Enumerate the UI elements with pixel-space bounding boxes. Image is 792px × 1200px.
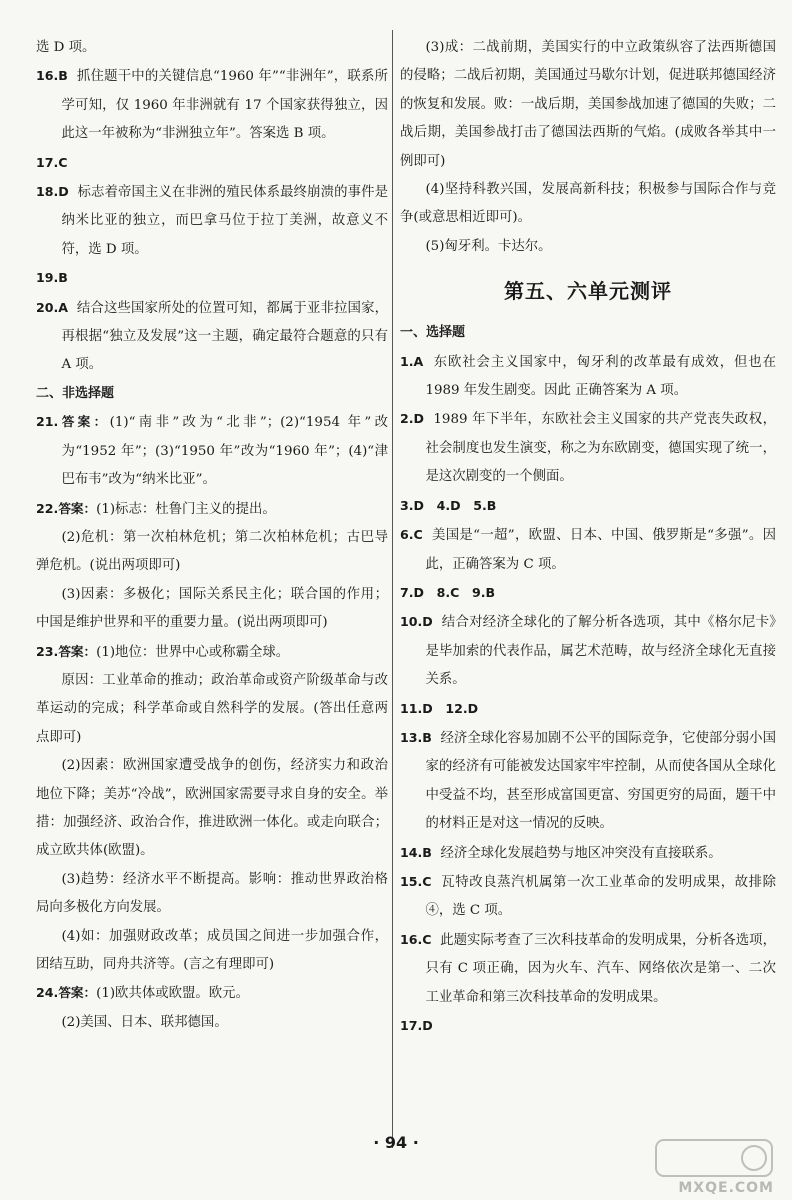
- question-number: 3.D 4.D 5.B: [400, 497, 497, 513]
- answer-item: [36, 62, 388, 148]
- answer-subpart: (4)坚持科教兴国，发展高新科技；积极参与国际合作与竞争(或意思相近即可)。: [400, 182, 776, 226]
- answer-item: [400, 579, 776, 608]
- answer-item: [36, 294, 388, 380]
- answer-item: [36, 149, 388, 178]
- question-number: 1.A: [400, 353, 424, 369]
- section-heading: 一、选择题: [400, 325, 466, 341]
- question-number: 19.B: [36, 270, 68, 286]
- right-top-continuation: [400, 34, 776, 261]
- question-number: 11.D 12.D: [400, 700, 479, 716]
- answer-text: 此题实际考查了三次科技革命的发明成果，分析各选项，只有 C 项正确，因为火车、汽车、网络依次是第一、二次工业革命和第三次科技革命的发明成果。: [425, 932, 777, 1005]
- answer-item: [36, 638, 388, 667]
- answer-text: (1)标志：杜鲁门主义的提出。: [96, 501, 276, 517]
- answer-item: [400, 839, 776, 868]
- answer-text: 结合这些国家所处的位置可知，都属于亚非拉国家，再根据“独立及发展”这一主题，确定最符合题意的只有 A 项。: [61, 300, 389, 373]
- question-number: 15.C: [400, 873, 432, 889]
- watermark-logo: [654, 1138, 774, 1196]
- answer-label: 答案：: [58, 414, 110, 430]
- answer-text: 经济全球化发展趋势与地区冲突没有直接联系。: [440, 845, 722, 861]
- answer-label: 答案：: [58, 500, 97, 516]
- answer-item: [36, 264, 388, 293]
- answer-item: [400, 724, 776, 839]
- answer-item: [400, 695, 776, 724]
- answer-subpart: (4)如：加强财政改革；成员国之间进一步加强合作，团结互助，同舟共济等。(言之有理即可): [36, 928, 388, 972]
- answer-subpart: (3)成：二战前期，美国实行的中立政策纵容了法西斯德国的侵略；二战后初期，美国通过马歇尔计划，促进联邦德国经济的恢复和发展。败：一战后期，美国参战加速了德国的失败；二战后期，美国参战打击了德国法西斯的气焰。(成败各举其中一例即可): [400, 40, 776, 169]
- answer-subpart: (3)趋势：经济水平不断提高。影响：推动世界政治格局向多极化方向发展。: [36, 871, 388, 916]
- answer-subpart: (3)因素：多极化；国际关系民主化；联合国的作用；中国是维护世界和平的重要力量。(说出两项即可): [36, 586, 388, 631]
- question-number: 16.C: [400, 931, 432, 947]
- question-number: 17.D: [400, 1018, 433, 1033]
- answer-text: (1)欧共体或欧盟。欧元。: [96, 986, 249, 1002]
- question-number: 23.: [36, 643, 59, 659]
- answer-text: 标志着帝国主义在非洲的殖民体系最终崩溃的事件是纳米比亚的独立，而巴拿马位于拉丁美洲，故意义不符，选 D 项。: [61, 185, 389, 257]
- question-number: 10.D: [400, 614, 433, 630]
- unit-test-title: 第五、六单元测评: [504, 279, 672, 304]
- answer-item: [36, 178, 388, 264]
- question-number: 22.: [36, 500, 59, 516]
- answer-subpart: 原因：工业革命的推动；政治革命或资产阶级革命与改革运动的完成；科学革命或自然科学的发展。(答出任意两点即可): [36, 672, 388, 745]
- answer-item: [400, 405, 776, 491]
- answer-subpart: (2)危机：第一次柏林危机；第二次柏林危机；古巴导弹危机。(说出两项即可): [36, 529, 388, 574]
- continued-text: 选 D 项。: [36, 40, 96, 55]
- answer-text: 美国是“一超”，欧盟、日本、中国、俄罗斯是“多强”。因此，正确答案为 C 项。: [425, 528, 776, 572]
- answer-label: 答案：: [58, 985, 97, 1001]
- question-number: 20.A: [36, 299, 69, 315]
- page-number: · 94 ·: [373, 1133, 419, 1152]
- right-answer-list: [400, 319, 776, 1041]
- question-number: 6.C: [400, 527, 423, 543]
- answer-label: 答案：: [58, 643, 97, 659]
- left-column: [36, 34, 388, 1037]
- answer-text: 抓住题干中的关键信息“1960 年”“非洲年”，联系所学可知，仅 1960 年非洲就有 17 个国家获得独立，因此这一年被称为“非洲独立年”。答案选 B 项。: [61, 69, 388, 142]
- answer-subpart: (2)因素：欧洲国家遭受战争的创伤，经济实力和政治地位下降；美苏“冷战”，欧洲国家需要寻求自身的安全。举措：加强经济、政治合作，推进欧洲一体化。或走向联合；成立欧共体(欧盟)。: [36, 758, 388, 859]
- answer-item: [400, 926, 776, 1012]
- watermark-stamp-icon: [654, 1138, 774, 1178]
- answer-item: [400, 608, 776, 694]
- answer-text: 东欧社会主义国家中，匈牙利的改革最有成效，但也在 1989 年发生剧变。因此 正确答案为 A 项。: [425, 354, 777, 399]
- answer-text: 结合对经济全球化的了解分析各选项，其中《格尔尼卡》是毕加索的代表作品，属艺术范畴，故与经济全球化无直接关系。: [425, 615, 776, 688]
- answer-subpart: (5)匈牙利。卡达尔。: [425, 238, 552, 254]
- right-column: [400, 34, 776, 1041]
- question-number: 21.: [36, 414, 59, 430]
- answer-text: 1989 年下半年，东欧社会主义国家的共产党丧失政权，社会制度也发生演变，称之为东欧剧变，德国实现了统一，是这次剧变的一个侧面。: [425, 412, 776, 485]
- question-number: 14.B: [400, 844, 432, 860]
- answer-text: (1)地位：世界中心或称霸全球。: [96, 644, 290, 660]
- answer-item: [36, 979, 388, 1008]
- answer-item: [400, 492, 776, 521]
- question-number: 18.D: [36, 184, 69, 200]
- question-number: 7.D 8.C 9.B: [400, 584, 496, 600]
- answer-item: [36, 408, 388, 494]
- answer-item: [400, 521, 776, 579]
- column-divider: [392, 30, 393, 1148]
- answer-text: 经济全球化容易加剧不公平的国际竞争，它使部分弱小国家的经济有可能被发达国家牢牢控制，从而使各国从全球化中受益不均，甚至形成富国更富、穷国更穷的局面，题干中的材料正是对这一情况的反映。: [425, 730, 776, 832]
- question-number: 16.B: [36, 68, 68, 84]
- question-number: 17.C: [36, 154, 68, 170]
- question-number: 24.: [36, 985, 59, 1001]
- answer-item: [400, 348, 776, 406]
- watermark-text: MXQE.COM: [678, 1180, 774, 1196]
- answer-text: 瓦特改良蒸汽机属第一次工业革命的发明成果，故排除④，选 C 项。: [425, 874, 777, 919]
- section-heading: 二、非选择题: [36, 385, 115, 401]
- answer-subpart: (2)美国、日本、联邦德国。: [61, 1014, 228, 1030]
- answer-text: (1)“南非”改为“北非”；(2)“1954 年”改为“1952 年”；(3)“1950 年”改为“1960 年”；(4)“津巴布韦”改为“纳米比亚”。: [61, 415, 388, 488]
- answer-item: [400, 868, 776, 926]
- answer-item: [36, 495, 388, 524]
- answer-item: [400, 1012, 776, 1041]
- question-number: 2.D: [400, 411, 425, 427]
- question-number: 13.B: [400, 729, 432, 745]
